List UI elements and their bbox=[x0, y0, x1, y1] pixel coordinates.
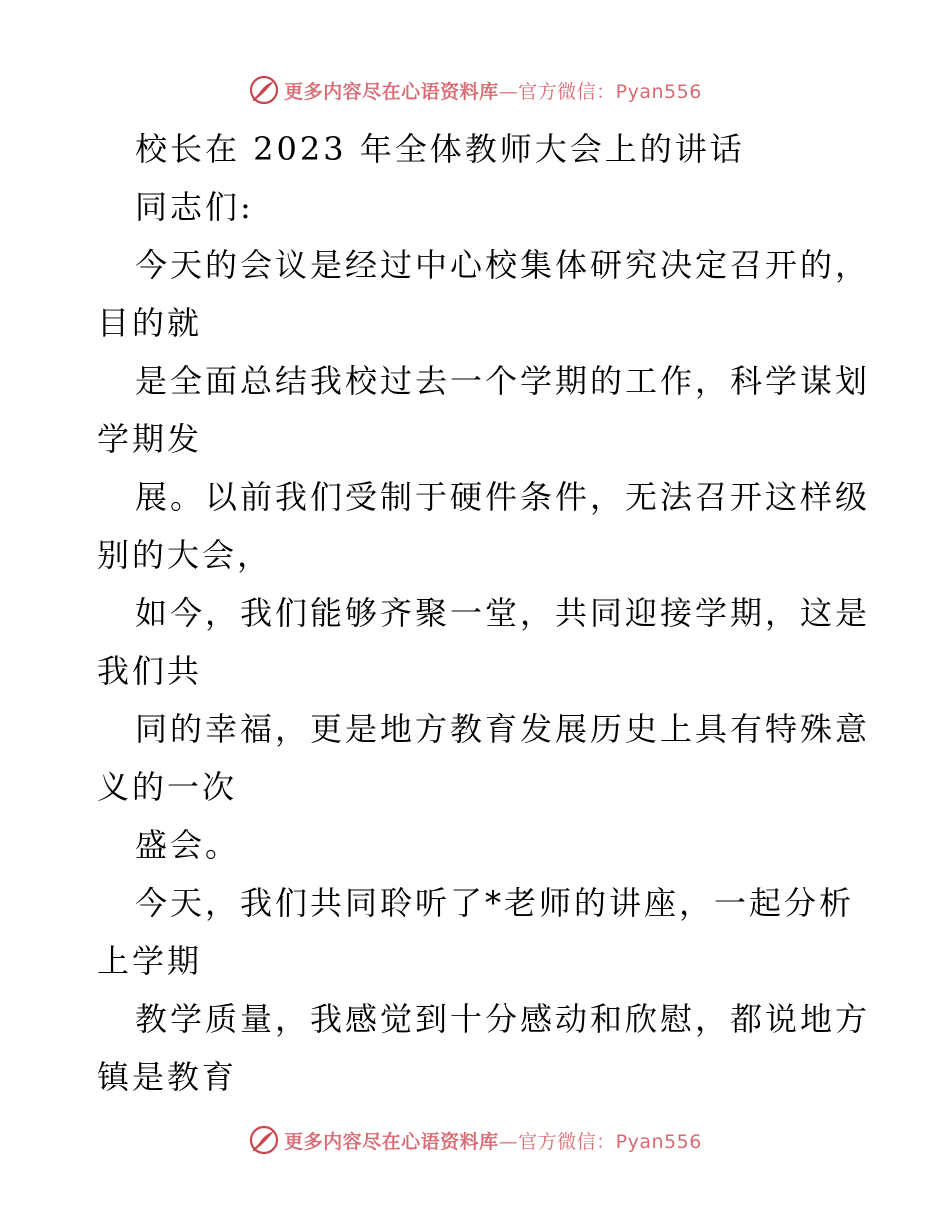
paragraph-line: 是全面总结我校过去一个学期的工作，科学谋划 bbox=[135, 362, 871, 400]
paragraph-line: 学期发 bbox=[97, 420, 203, 458]
paragraph-line: 我们共 bbox=[97, 652, 203, 690]
feather-pen-logo-icon bbox=[248, 74, 280, 106]
paragraph-line: 如今，我们能够齐聚一堂，共同迎接学期，这是 bbox=[135, 594, 871, 632]
watermark-text bbox=[284, 77, 702, 104]
header-watermark-banner bbox=[0, 70, 950, 110]
footer-watermark-banner bbox=[0, 1120, 950, 1160]
feather-pen-logo-icon bbox=[248, 1124, 280, 1156]
watermark-separator: — bbox=[498, 1130, 519, 1153]
watermark-main-text: 更多内容尽在心语资料库 bbox=[284, 1130, 499, 1153]
salutation: 同志们: bbox=[135, 188, 254, 226]
paragraph-line: 今天，我们共同聆听了*老师的讲座，一起分析 bbox=[135, 884, 855, 922]
paragraph-line: 义的一次 bbox=[97, 768, 238, 806]
watermark-separator: — bbox=[498, 80, 519, 103]
paragraph-line: 镇是教育 bbox=[97, 1058, 238, 1096]
watermark-main-text: 更多内容尽在心语资料库 bbox=[284, 80, 499, 103]
paragraph-line: 目的就 bbox=[97, 304, 203, 342]
paragraph-line: 展。以前我们受制于硬件条件，无法召开这样级 bbox=[135, 478, 871, 516]
paragraph-line: 上学期 bbox=[97, 942, 203, 980]
paragraph-line: 今天的会议是经过中心校集体研究决定召开的， bbox=[135, 246, 871, 284]
document-title: 校长在 2023 年全体教师大会上的讲话 bbox=[135, 130, 745, 168]
paragraph-line: 别的大会， bbox=[97, 536, 273, 574]
paragraph-line: 同的幸福，更是地方教育发展历史上具有特殊意 bbox=[135, 710, 871, 748]
watermark-text bbox=[284, 1127, 702, 1154]
paragraph-line: 教学质量，我感觉到十分感动和欣慰，都说地方 bbox=[135, 1000, 871, 1038]
paragraph-line: 盛会。 bbox=[135, 826, 241, 864]
watermark-wechat-text: 官方微信：Pyan556 bbox=[518, 1130, 702, 1153]
watermark-wechat-text: 官方微信：Pyan556 bbox=[518, 80, 702, 103]
document-body bbox=[97, 120, 871, 1106]
